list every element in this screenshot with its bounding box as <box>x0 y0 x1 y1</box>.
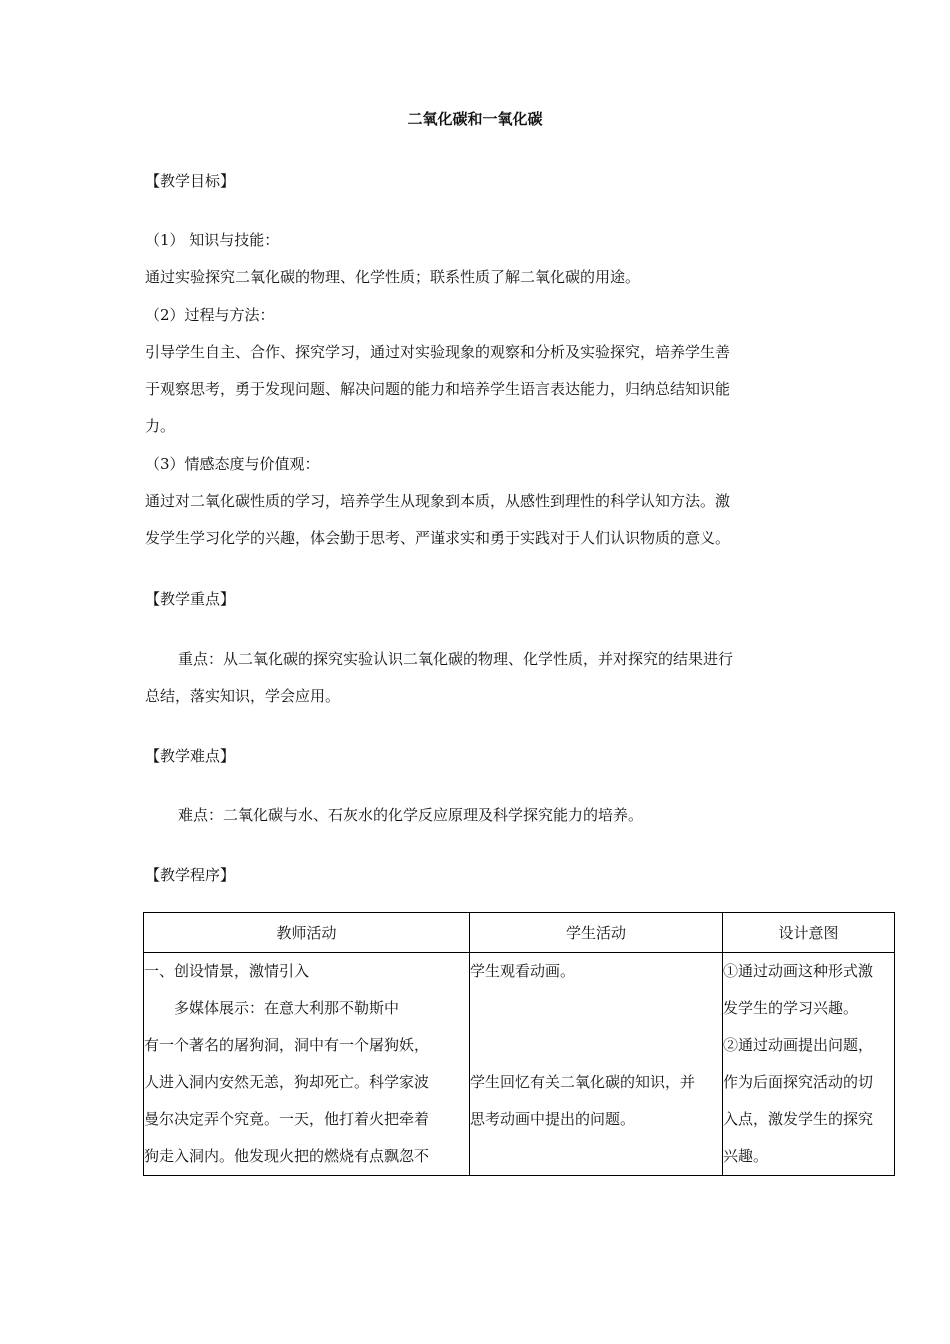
teacher-line: 一、创设情景，激情引入 <box>144 962 310 980</box>
student-line: 思考动画中提出的问题。 <box>470 1110 636 1128</box>
knowledge-text: 通过实验探究二氧化碳的物理、化学性质；联系性质了解二氧化碳的用途。 <box>145 268 641 286</box>
procedure-table <box>143 912 895 1176</box>
key-points-heading: 【教学重点】 <box>145 590 236 608</box>
process-line: 于观察思考，勇于发现问题、解决问题的能力和培养学生语言表达能力，归纳总结知识能 <box>145 380 731 398</box>
procedure-heading: 【教学程序】 <box>145 866 236 884</box>
attitude-label: （3）情感态度与价值观： <box>145 455 320 473</box>
page-title: 二氧化碳和一氧化碳 <box>407 110 543 128</box>
teacher-cell <box>144 953 470 1176</box>
teacher-line: 多媒体展示：在意大利那不勒斯中 <box>144 999 400 1017</box>
student-line <box>470 990 722 1027</box>
difficulties-heading: 【教学难点】 <box>145 747 236 765</box>
intent-line: ①通过动画这种形式激 <box>723 962 874 980</box>
process-label: （2）过程与方法： <box>145 306 275 324</box>
intent-line: 发学生的学习兴趣。 <box>723 999 859 1017</box>
table-header-row <box>144 913 895 953</box>
student-line <box>470 1138 722 1175</box>
teacher-line: 人进入洞内安然无恙，狗却死亡。科学家波 <box>144 1073 430 1091</box>
table-row <box>144 953 895 1176</box>
attitude-line: 通过对二氧化碳性质的学习，培养学生从现象到本质，从感性到理性的科学认知方法。激 <box>145 492 731 510</box>
process-line: 力。 <box>145 417 176 435</box>
attitude-line: 发学生学习化学的兴趣，体会勤于思考、严谨求实和勇于实践对于人们认识物质的意义。 <box>145 529 731 547</box>
teacher-line: 曼尔决定弄个究竟。一天，他打着火把牵着 <box>144 1110 430 1128</box>
key-points-line: 总结，落实知识，学会应用。 <box>145 687 341 705</box>
intent-line: 作为后面探究活动的切 <box>723 1073 874 1091</box>
intent-line: 兴趣。 <box>723 1147 769 1165</box>
knowledge-label: （1） 知识与技能： <box>145 231 280 249</box>
header-teacher: 教师活动 <box>144 913 470 953</box>
teacher-line: 有一个著名的屠狗洞，洞中有一个屠狗妖， <box>144 1036 430 1054</box>
intent-line: ②通过动画提出问题， <box>723 1036 874 1054</box>
student-cell <box>470 953 723 1176</box>
intent-line: 入点，激发学生的探究 <box>723 1110 874 1128</box>
process-line: 引导学生自主、合作、探究学习，通过对实验现象的观察和分析及实验探究，培养学生善 <box>145 343 731 361</box>
student-line: 学生回忆有关二氧化碳的知识，并 <box>470 1073 696 1091</box>
teacher-line: 狗走入洞内。他发现火把的燃烧有点飘忽不 <box>144 1147 430 1165</box>
student-line <box>470 1027 722 1064</box>
difficulties-text: 难点：二氧化碳与水、石灰水的化学反应原理及科学探究能力的培养。 <box>178 806 644 824</box>
intent-cell <box>723 953 895 1176</box>
student-line: 学生观看动画。 <box>470 962 576 980</box>
objectives-heading: 【教学目标】 <box>145 172 236 190</box>
header-intent: 设计意图 <box>723 913 895 953</box>
key-points-line: 重点：从二氧化碳的探究实验认识二氧化碳的物理、化学性质，并对探究的结果进行 <box>178 650 734 668</box>
header-student: 学生活动 <box>470 913 723 953</box>
